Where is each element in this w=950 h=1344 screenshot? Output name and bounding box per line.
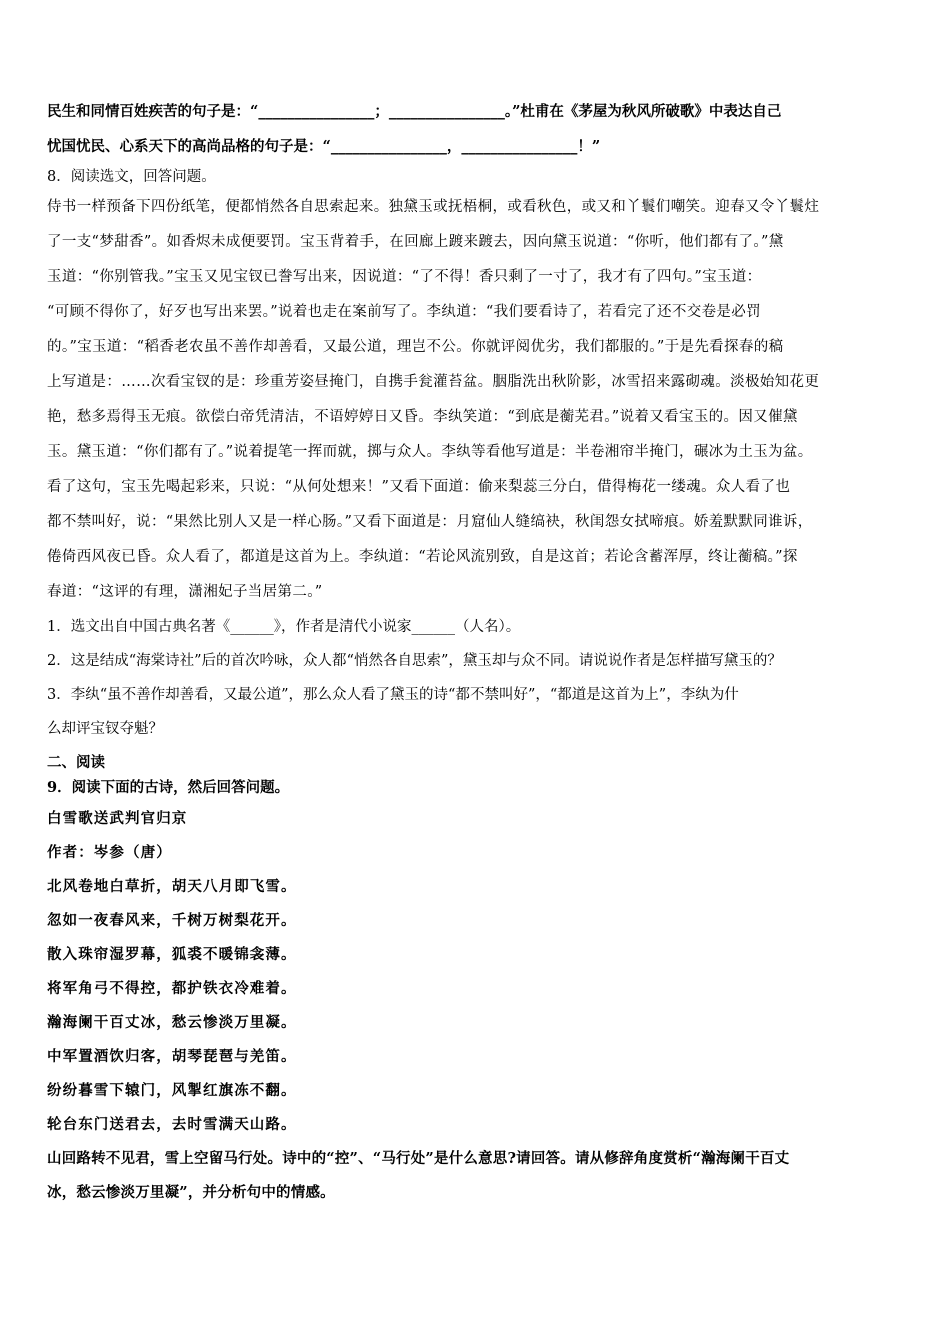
- question-9-continued: 冰，愁云惨淡万里凝”，并分析句中的情感。: [47, 1184, 335, 1201]
- poem-last-line-and-question: 山回路转不见君，雪上空留马行处。诗中的“控”、“马行处”是什么意思?请回答。请从修辞角度赏析“瀚海阑干百丈: [47, 1150, 790, 1167]
- poem-line: 瀚海阑干百丈冰，愁云惨淡万里凝。: [47, 1014, 297, 1031]
- poem-line: 轮台东门送君去，去时雪满天山路。: [47, 1116, 297, 1133]
- question-9-heading: 9．阅读下面的古诗，然后回答问题。: [47, 779, 290, 796]
- section-2-heading: 二、阅读: [47, 754, 105, 771]
- excerpt-line: 的。”宝玉道：“稻香老农虽不善作却善看，又最公道，理岂不公。你就评阅优劣，我们都服的。”于是先看探春的稿: [47, 339, 784, 355]
- fill-in-line-1: 民生和同情百姓疾苦的句子是：“________________；________________。”杜甫在《茅屋为秋风所破歌》中表达自己: [47, 103, 782, 120]
- excerpt-line: 玉道：“你别管我。”宝玉又见宝钗已誊写出来，因说道：“了不得！香只剩了一寸了，我才有了四句。”宝玉道：: [47, 269, 762, 285]
- subquestion-2: 2．这是结成“海棠诗社”后的首次吟咏，众人都“悄然各自思索”，黛玉却与众不同。请说说作者是怎样描写黛玉的？: [47, 653, 782, 669]
- poem-line: 北风卷地白草折，胡天八月即飞雪。: [47, 878, 297, 895]
- poem: [47, 802, 913, 1210]
- fill-in-line-2: 忧国忧民、心系天下的高尚品格的句子是：“________________，________________！”: [47, 138, 601, 155]
- poem-author: 作者：岑参（唐）: [47, 844, 172, 861]
- excerpt-line: 春道：“这评的有理，潇湘妃子当居第二。”: [47, 584, 323, 600]
- excerpt-line: 倦倚西风夜已昏。众人看了，都道是这首为上。李纨道：“若论风流别致，自是这首；若论含蓄浑厚，终让蘅稿。”探: [47, 549, 798, 565]
- poem-title: 白雪歌送武判官归京: [47, 810, 188, 827]
- subquestion-1: 1．选文出自中国古典名著《______》，作者是清代小说家______（人名）。: [47, 619, 521, 635]
- subquestion-3: 3．李纨“虽不善作却善看，又最公道”，那么众人看了黛玉的诗“都不禁叫好”，“都道是这首为上”，李纨为什: [47, 687, 739, 703]
- poem-line: 散入珠帘湿罗幕，狐裘不暖锦衾薄。: [47, 946, 297, 963]
- subquestion-3-continued: 么却评宝钗夺魁？: [47, 721, 163, 737]
- excerpt-line: “可顾不得你了，好歹也写出来罢。”说着也走在案前写了。李纨道：“我们要看诗了，若看完了还不交卷是必罚: [47, 304, 761, 320]
- poem-line: 忽如一夜春风来，千树万树梨花开。: [47, 912, 297, 929]
- document-page: [47, 94, 913, 1210]
- question-8-subquestions: [47, 610, 913, 746]
- excerpt-line: 玉。黛玉道：“你们都有了。”说着提笔一挥而就，掷与众人。李纨等看他写道是：半卷湘帘半掩门，碾冰为土玉为盆。: [47, 444, 813, 460]
- poem-line: 中军置酒饮归客，胡琴琵琶与羌笛。: [47, 1048, 297, 1065]
- question-8-excerpt: [47, 190, 913, 610]
- excerpt-line: 了一支“梦甜香”。如香烬未成便要罚。宝玉背着手，在回廊上踱来踱去，因向黛玉说道：“你听，他们都有了。”黛: [47, 234, 784, 250]
- excerpt-line: 都不禁叫好，说：“果然比别人又是一样心肠。”又看下面道是：月窟仙人缝缟袂，秋闺怨女拭啼痕。娇羞默默同谁诉，: [47, 514, 813, 530]
- excerpt-line: 艳，愁多焉得玉无痕。欲偿白帝凭清洁，不语婷婷日又昏。李纨笑道：“到底是蘅芜君。”说着又看宝玉的。因又催黛: [47, 409, 798, 425]
- excerpt-line: 上写道是：……次看宝钗的是：珍重芳姿昼掩门，自携手瓮灌苔盆。胭脂洗出秋阶影，冰雪招来露砌魂。淡极始知花更: [47, 374, 820, 390]
- question-8-heading: 8．阅读选文，回答问题。: [47, 169, 216, 185]
- excerpt-line: 看了这句，宝玉先喝起彩来，只说：“从何处想来！”又看下面道：偷来梨蕊三分白，借得梅花一缕魂。众人看了也: [47, 479, 791, 495]
- excerpt-line: 侍书一样预备下四份纸笔，便都悄然各自思索起来。独黛玉或抚梧桐，或看秋色，或又和丫鬟们嘲笑。迎春又令丫鬟炷: [47, 199, 820, 215]
- poem-line: 将军角弓不得控，都护铁衣冷难着。: [47, 980, 297, 997]
- poem-line: 纷纷暮雪下辕门，风掣红旗冻不翻。: [47, 1082, 297, 1099]
